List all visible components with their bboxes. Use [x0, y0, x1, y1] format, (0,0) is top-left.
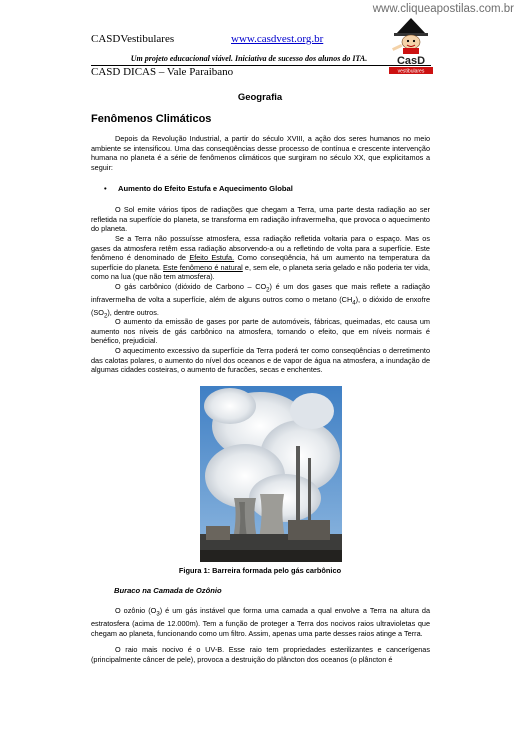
paragraph-uvb: O raio mais nocivo é o UV-B. Esse raio tem propriedades esterilizantes e cancerígenas (principalmente câncer de pele), provoca a destruição do plâncton dos oceanos (o plâncton é — [91, 645, 430, 664]
bullet-text: Aumento do Efeito Estufa e Aquecimento Global — [118, 184, 293, 193]
logo-sub: vestibulares — [397, 68, 425, 75]
subject-title: Geografia — [237, 92, 283, 103]
bullet-heading — [104, 184, 293, 193]
header-url-link[interactable]: www.casdvest.org.br — [231, 33, 324, 45]
casd-logo — [384, 16, 438, 76]
header-tagline: Um projeto educacional viável. Iniciativa de sucesso dos alunos do ITA. — [130, 54, 368, 63]
paragraph-ozone: O ozônio $(O_3)$ é um gás instável que forma uma camada a qual envolve a Terra na altura da estratosfera (acima de 12.000m). Tem a função de proteger a Terra dos nocivos raios ultravioletas que chegam ao planeta, funcionando como um filtro. Assim, apenas uma parte desses raios atinge a Terra. — [91, 606, 431, 638]
paragraph-consequences: O aquecimento excessivo da superfície da Terra poderá ter como conseqüências o derretimento das calotas polares, o aumento do nível dos oceanos e de vapor de água na atmosfera, a inundação de algumas cidades costeiras, o aumento de furacões, secas e enchentes. — [91, 346, 430, 375]
bullet-dot-icon: • — [104, 184, 107, 193]
ozone-subheading: Buraco na Camada de Ozônio — [114, 586, 222, 595]
paragraph-co2: O gás carbônico (dióxido de Carbono – $CO_2$) é um dos gases que mais reflete a radiação infravermelha de volta a superfície, além de alguns outros como o metano $(CH_4)$, o dióxido de enxofre $(SO_2)$, dentre outros. — [91, 282, 430, 320]
paragraph-greenhouse: Se a Terra não possuísse atmosfera, essa radiação refletida voltaria para o espaço. Mas os gases da atmosfera retêm essa radiação absorvendo-a ou a refletindo de volta para a superfície. Este fenômeno é denominado de Efeito Estufa. Como conseqüência, há um aumento na temperatura da superfície do planeta. Este fenômeno é natural e, sem ele, o planeta seria gelado e não poderia ter vida, como na lua (que não tem atmosfera). — [91, 234, 430, 282]
logo-word: CasD — [396, 55, 426, 67]
intro-paragraph: Depois da Revolução Industrial, a partir do século XVIII, a ação dos seres humanos no meio ambiente se intensificou. Uma das conseqüências desse processo de contínua e crescente intervenção humana no planeta é a série de fenômenos climáticos que surgiram no século XX, que explicitamos a seguir: — [91, 134, 430, 172]
greenhouse-term: Efeito Estufa. — [189, 253, 235, 263]
power-plant-photo — [200, 386, 342, 562]
watermark-url: www.cliqueapostilas.com.br — [372, 3, 514, 15]
paragraph-sun-radiation: O Sol emite vários tipos de radiações que chegam a Terra, uma parte desta radiação ao ser refletida na superfície do planeta, se transforma em radiação infravermelha, que provoca o aquecimento do planeta. — [91, 205, 430, 234]
section-title: Fenômenos Climáticos — [91, 113, 212, 125]
header-brand: CASDVestibulares — [91, 33, 175, 45]
header-dicas: CASD DICAS – Vale Paraibano — [91, 66, 234, 78]
natural-phenomenon-term: Este fenômeno é natural — [163, 262, 243, 272]
paragraph-emissions: O aumento da emissão de gases por parte de automóveis, fábricas, queimadas, etc causa um aumento nos níveis de gás carbônico na atmosfera, tornando o efeito, que em níveis normais é benéfico, prejudicial. — [91, 317, 430, 346]
figure-caption: Figura 1: Barreira formada pelo gás carbônico — [178, 566, 342, 575]
